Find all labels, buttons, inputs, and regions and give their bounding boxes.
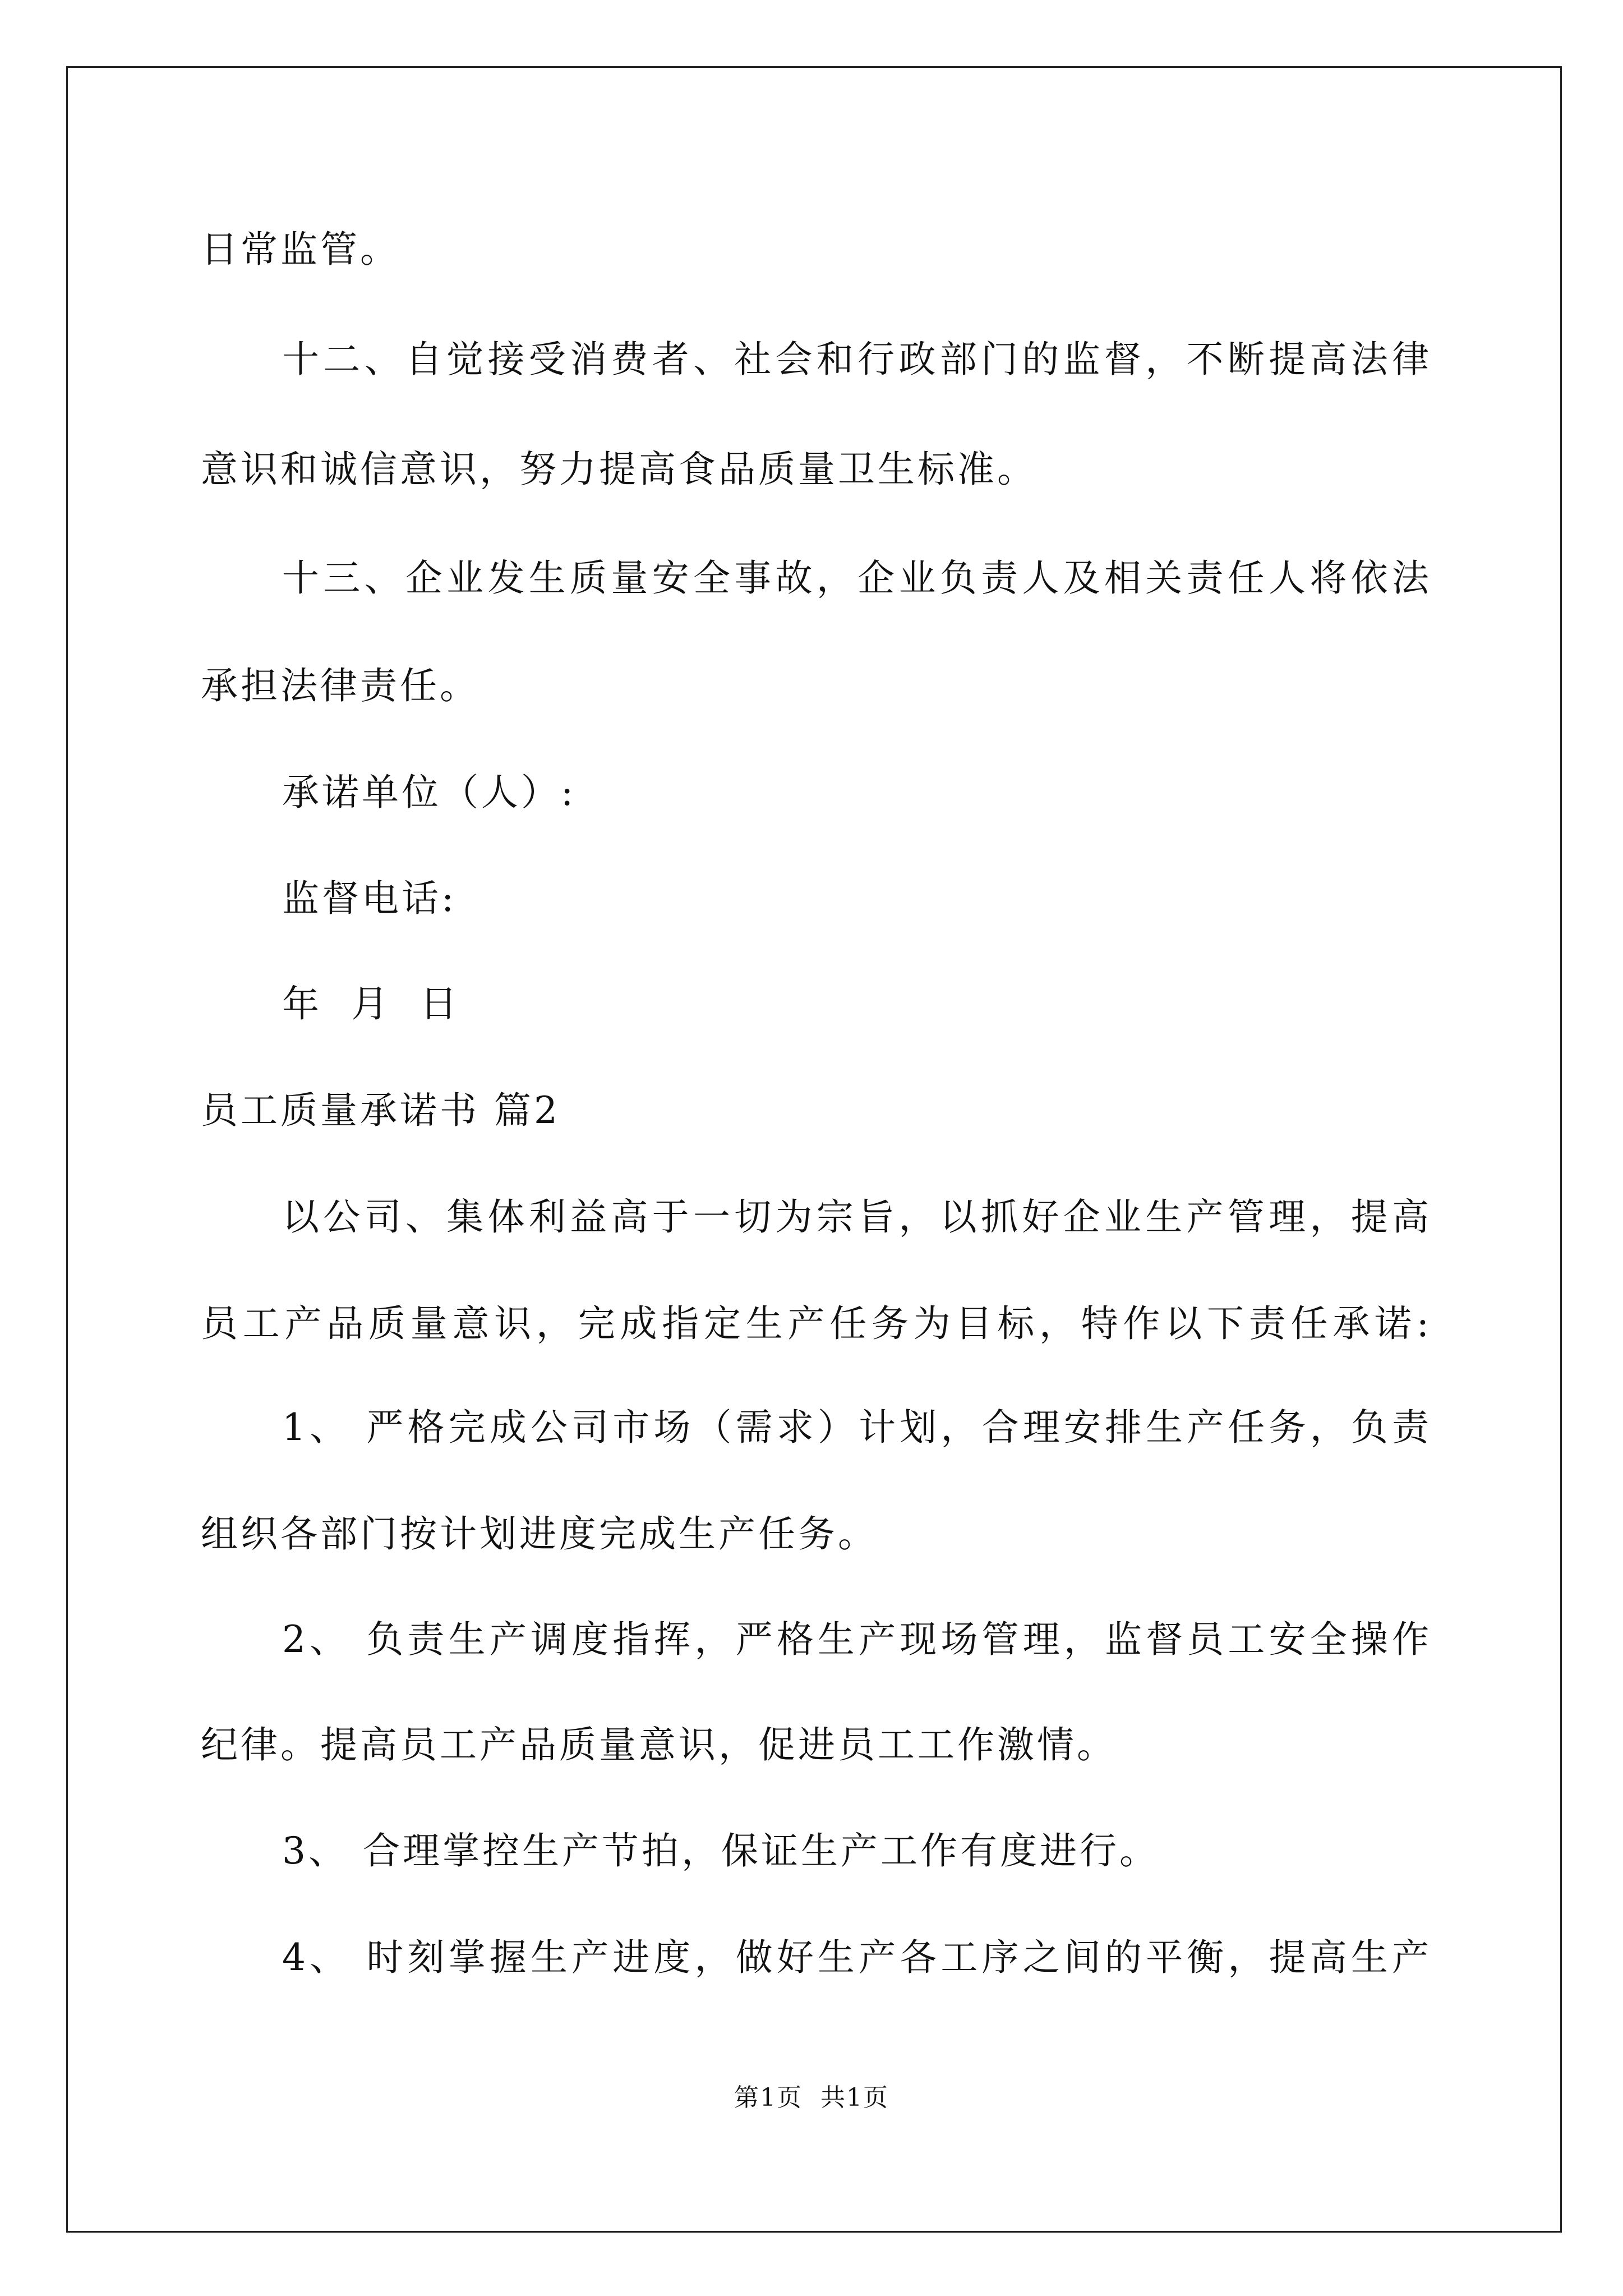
page-footer: 第1页 共1页 xyxy=(734,2083,889,2112)
text-line-12: 1、 严格完成公司市场（需求）计划，合理安排生产任务，负责 xyxy=(282,1406,1432,1449)
section-heading: 员工质量承诺书 篇2 xyxy=(201,1089,560,1132)
text-line-5: 承担法律责任。 xyxy=(201,664,479,707)
text-line-2: 十二、自觉接受消费者、社会和行政部门的监督，不断提高法律 xyxy=(282,338,1432,381)
text-line-7: 监督电话: xyxy=(282,877,457,920)
page-border xyxy=(66,66,1562,2233)
text-line-16: 3、 合理掌控生产节拍，保证生产工作有度进行。 xyxy=(282,1829,1159,1872)
text-line-4: 十三、企业发生质量安全事故，企业负责人及相关责任人将依法 xyxy=(282,556,1432,600)
text-line-10: 以公司、集体利益高于一切为宗旨，以抓好企业生产管理，提高 xyxy=(282,1195,1432,1239)
text-line-8: 年 月 日 xyxy=(282,982,460,1025)
text-line-11: 员工产品质量意识，完成指定生产任务为目标，特作以下责任承诺: xyxy=(201,1302,1432,1345)
text-line-15: 纪律。提高员工产品质量意识，促进员工工作激情。 xyxy=(201,1723,1117,1766)
text-line-17: 4、 时刻掌握生产进度，做好生产各工序之间的平衡，提高生产 xyxy=(282,1936,1432,1979)
text-line-14: 2、 负责生产调度指挥，严格生产现场管理，监督员工安全操作 xyxy=(282,1618,1432,1661)
text-line-1: 日常监管。 xyxy=(201,228,400,271)
text-line-6: 承诺单位（人）: xyxy=(282,771,577,814)
text-line-13: 组织各部门按计划进度完成生产任务。 xyxy=(201,1512,878,1556)
text-line-3: 意识和诚信意识，努力提高食品质量卫生标准。 xyxy=(201,448,1037,491)
